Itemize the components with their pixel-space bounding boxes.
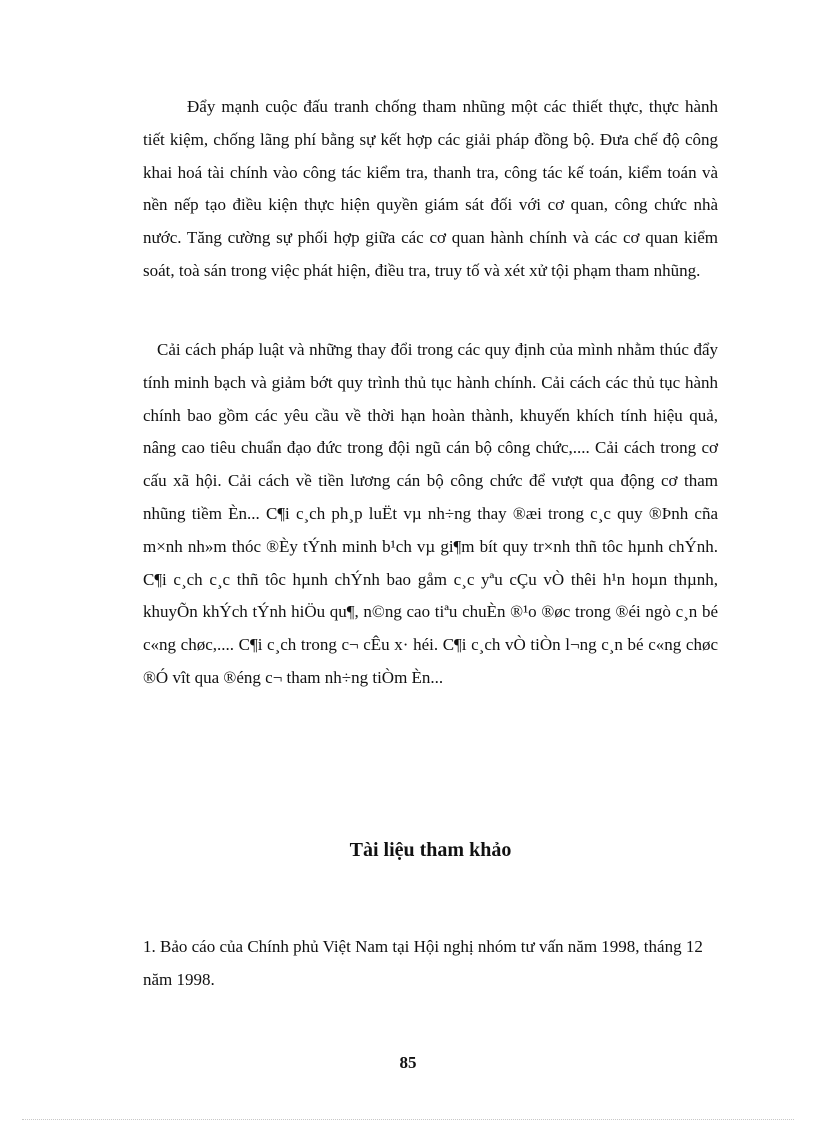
page-bottom-divider [22,1119,794,1120]
references-heading: Tài liệu tham khảo [349,839,512,861]
body-paragraph-2: Cải cách pháp luật và những thay đổi trong các quy định của mình nhằm thúc đẩy tính minh bạch và giảm bớt quy trình thủ tục hành chính. Cải cách các thủ tục hành chính bao gồm các yêu cầu về thời hạn hoàn thành, khuyến khích tính hiệu quả, nâng cao tiêu chuẩn đạo đức trong đội ngũ cán bộ công chức,.... Cải cách trong cơ cấu xã hội. Cải cách về tiền lương cán bộ công chức để vượt qua động cơ tham nhũng tiềm Èn... C¶i c¸ch ph¸p luËt vµ nh÷ng thay ®æi trong c¸c quy ®Þnh cña m×nh nh»m thóc ®Èy tÝnh minh b¹ch vµ gi¶m bít quy tr×nh thñ tôc hµnh chÝnh. C¶i c¸ch c¸c thñ tôc hµnh chÝnh bao gåm c¸c yªu cÇu vÒ thêi h¹n hoµn thµnh, khuyÕn khÝch tÝnh hiÖu qu¶, n©ng cao tiªu chuÈn ®¹o ®øc trong ®éi ngò c¸n bé c«ng chøc,.... C¶i c¸ch trong c¬ cÊu x· héi. C¶i c¸ch vÒ tiÒn l¬ng c¸n bé c«ng chøc ®Ó vît qua ®éng c¬ tham nh÷ng tiÒm Èn... [143,340,718,687]
body-paragraph-1: Đẩy mạnh cuộc đấu tranh chống tham nhũng một các thiết thực, thực hành tiết kiệm, chống lãng phí bằng sự kết hợp các giải pháp đồng bộ. Đưa chế độ công khai hoá tài chính vào công tác kiểm tra, thanh tra, công tác kế toán, kiểm toán và nền nếp tạo điều kiện thực hiện quyền giám sát đối với cơ quan, công chức nhà nước. Tăng cường sự phối hợp giữa các cơ quan hành chính và các cơ quan kiểm soát, toà sán trong việc phát hiện, điều tra, truy tố và xét xử tội phạm tham nhũng. [143,97,718,280]
page-number: 85 [399,1053,417,1072]
reference-item: 1. Bảo cáo của Chính phủ Việt Nam tại Hội nghị nhóm tư vấn năm 1998, tháng 12 năm 1998. [143,937,703,989]
